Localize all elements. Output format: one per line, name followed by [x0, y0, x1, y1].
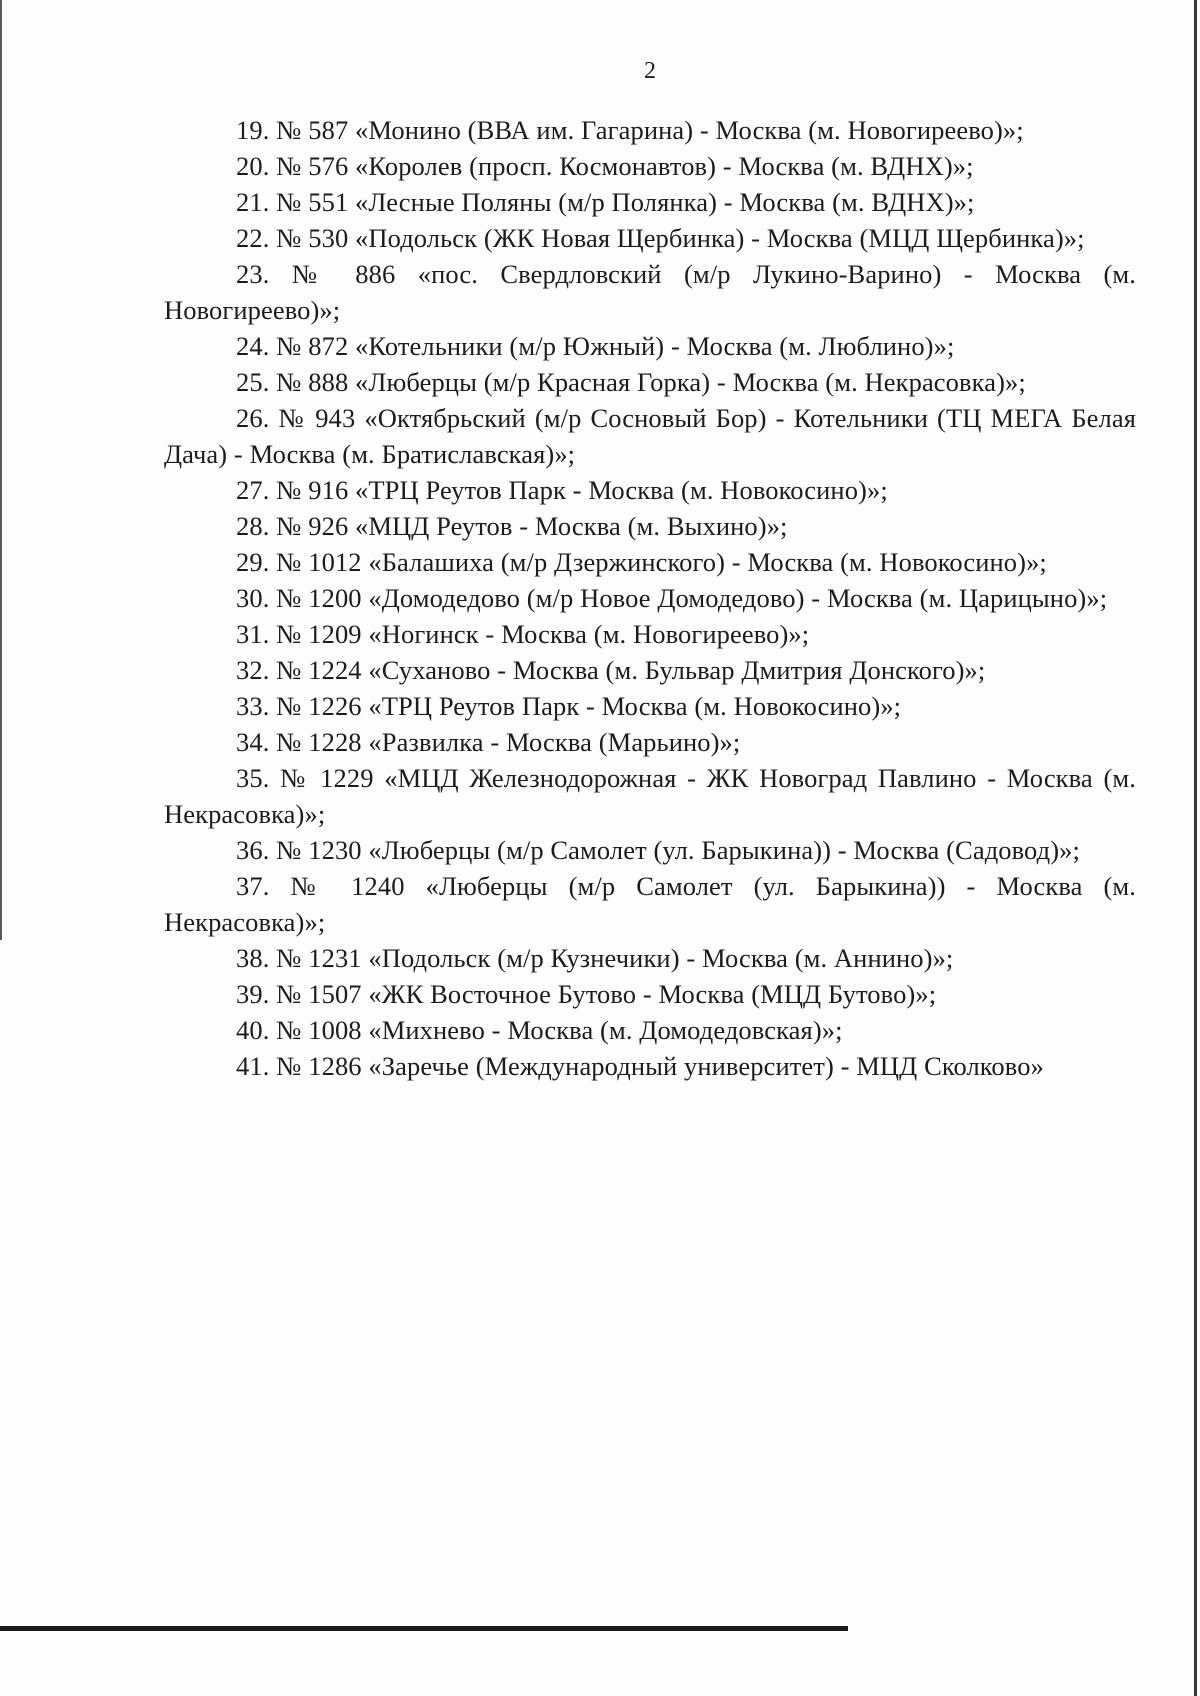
route-item: 24. № 872 «Котельники (м/р Южный) - Москва (м. Люблино)»; [236, 331, 955, 361]
route-item: 22. № 530 «Подольск (ЖК Новая Щербинка) - Москва (МЦД Щербинка)»; [236, 223, 1085, 253]
route-item: 31. № 1209 «Ногинск - Москва (м. Новогиреево)»; [236, 619, 810, 649]
route-item: 20. № 576 «Королев (просп. Космонавтов) - Москва (м. ВДНХ)»; [236, 151, 974, 181]
route-item: 19. № 587 «Монино (ВВА им. Гагарина) - Москва (м. Новогиреево)»; [236, 115, 1024, 145]
route-item: 39. № 1507 «ЖК Восточное Бутово - Москва (МЦД Бутово)»; [236, 979, 937, 1009]
route-item: 25. № 888 «Люберцы (м/р Красная Горка) - Москва (м. Некрасовка)»; [236, 367, 1026, 397]
route-item: 30. № 1200 «Домодедово (м/р Новое Домодедово) - Москва (м. Царицыно)»; [236, 583, 1108, 613]
route-item: 26. № 943 «Октябрьский (м/р Сосновый Бор) - Котельники (ТЦ МЕГА Белая Дача) - Москва (м. Братиславская)»; [164, 403, 1136, 469]
route-item: 28. № 926 «МЦД Реутов - Москва (м. Выхино)»; [236, 511, 788, 541]
route-item: 35. № 1229 «МЦД Железнодорожная - ЖК Новоград Павлино - Москва (м. Некрасовка)»; [164, 763, 1136, 829]
route-item: 38. № 1231 «Подольск (м/р Кузнечики) - Москва (м. Аннино)»; [236, 943, 954, 973]
route-list [164, 112, 1136, 1084]
route-item: 21. № 551 «Лесные Поляны (м/р Полянка) - Москва (м. ВДНХ)»; [236, 187, 975, 217]
route-item: 37. № 1240 «Люберцы (м/р Самолет (ул. Барыкина)) - Москва (м. Некрасовка)»; [164, 871, 1136, 937]
route-item: 27. № 916 «ТРЦ Реутов Парк - Москва (м. Новокосино)»; [236, 475, 888, 505]
route-item: 23. № 886 «пос. Свердловский (м/р Лукино-Варино) - Москва (м. Новогиреево)»; [164, 259, 1136, 325]
route-item: 40. № 1008 «Михнево - Москва (м. Домодедовская)»; [236, 1015, 843, 1045]
scan-left-edge [0, 0, 2, 940]
route-item: 36. № 1230 «Люберцы (м/р Самолет (ул. Барыкина)) - Москва (Садовод)»; [236, 835, 1080, 865]
route-item: 34. № 1228 «Развилка - Москва (Марьино)»; [236, 727, 741, 757]
scan-bottom-rule [0, 1626, 848, 1631]
page-number: 2 [644, 58, 656, 84]
route-item: 33. № 1226 «ТРЦ Реутов Парк - Москва (м. Новокосино)»; [236, 691, 902, 721]
route-item: 29. № 1012 «Балашиха (м/р Дзержинского) - Москва (м. Новокосино)»; [236, 547, 1047, 577]
scan-right-edge [1194, 0, 1197, 1696]
route-item: 32. № 1224 «Суханово - Москва (м. Бульвар Дмитрия Донского)»; [236, 655, 986, 685]
route-item: 41. № 1286 «Заречье (Международный университет) - МЦД Сколково» [236, 1051, 1044, 1081]
